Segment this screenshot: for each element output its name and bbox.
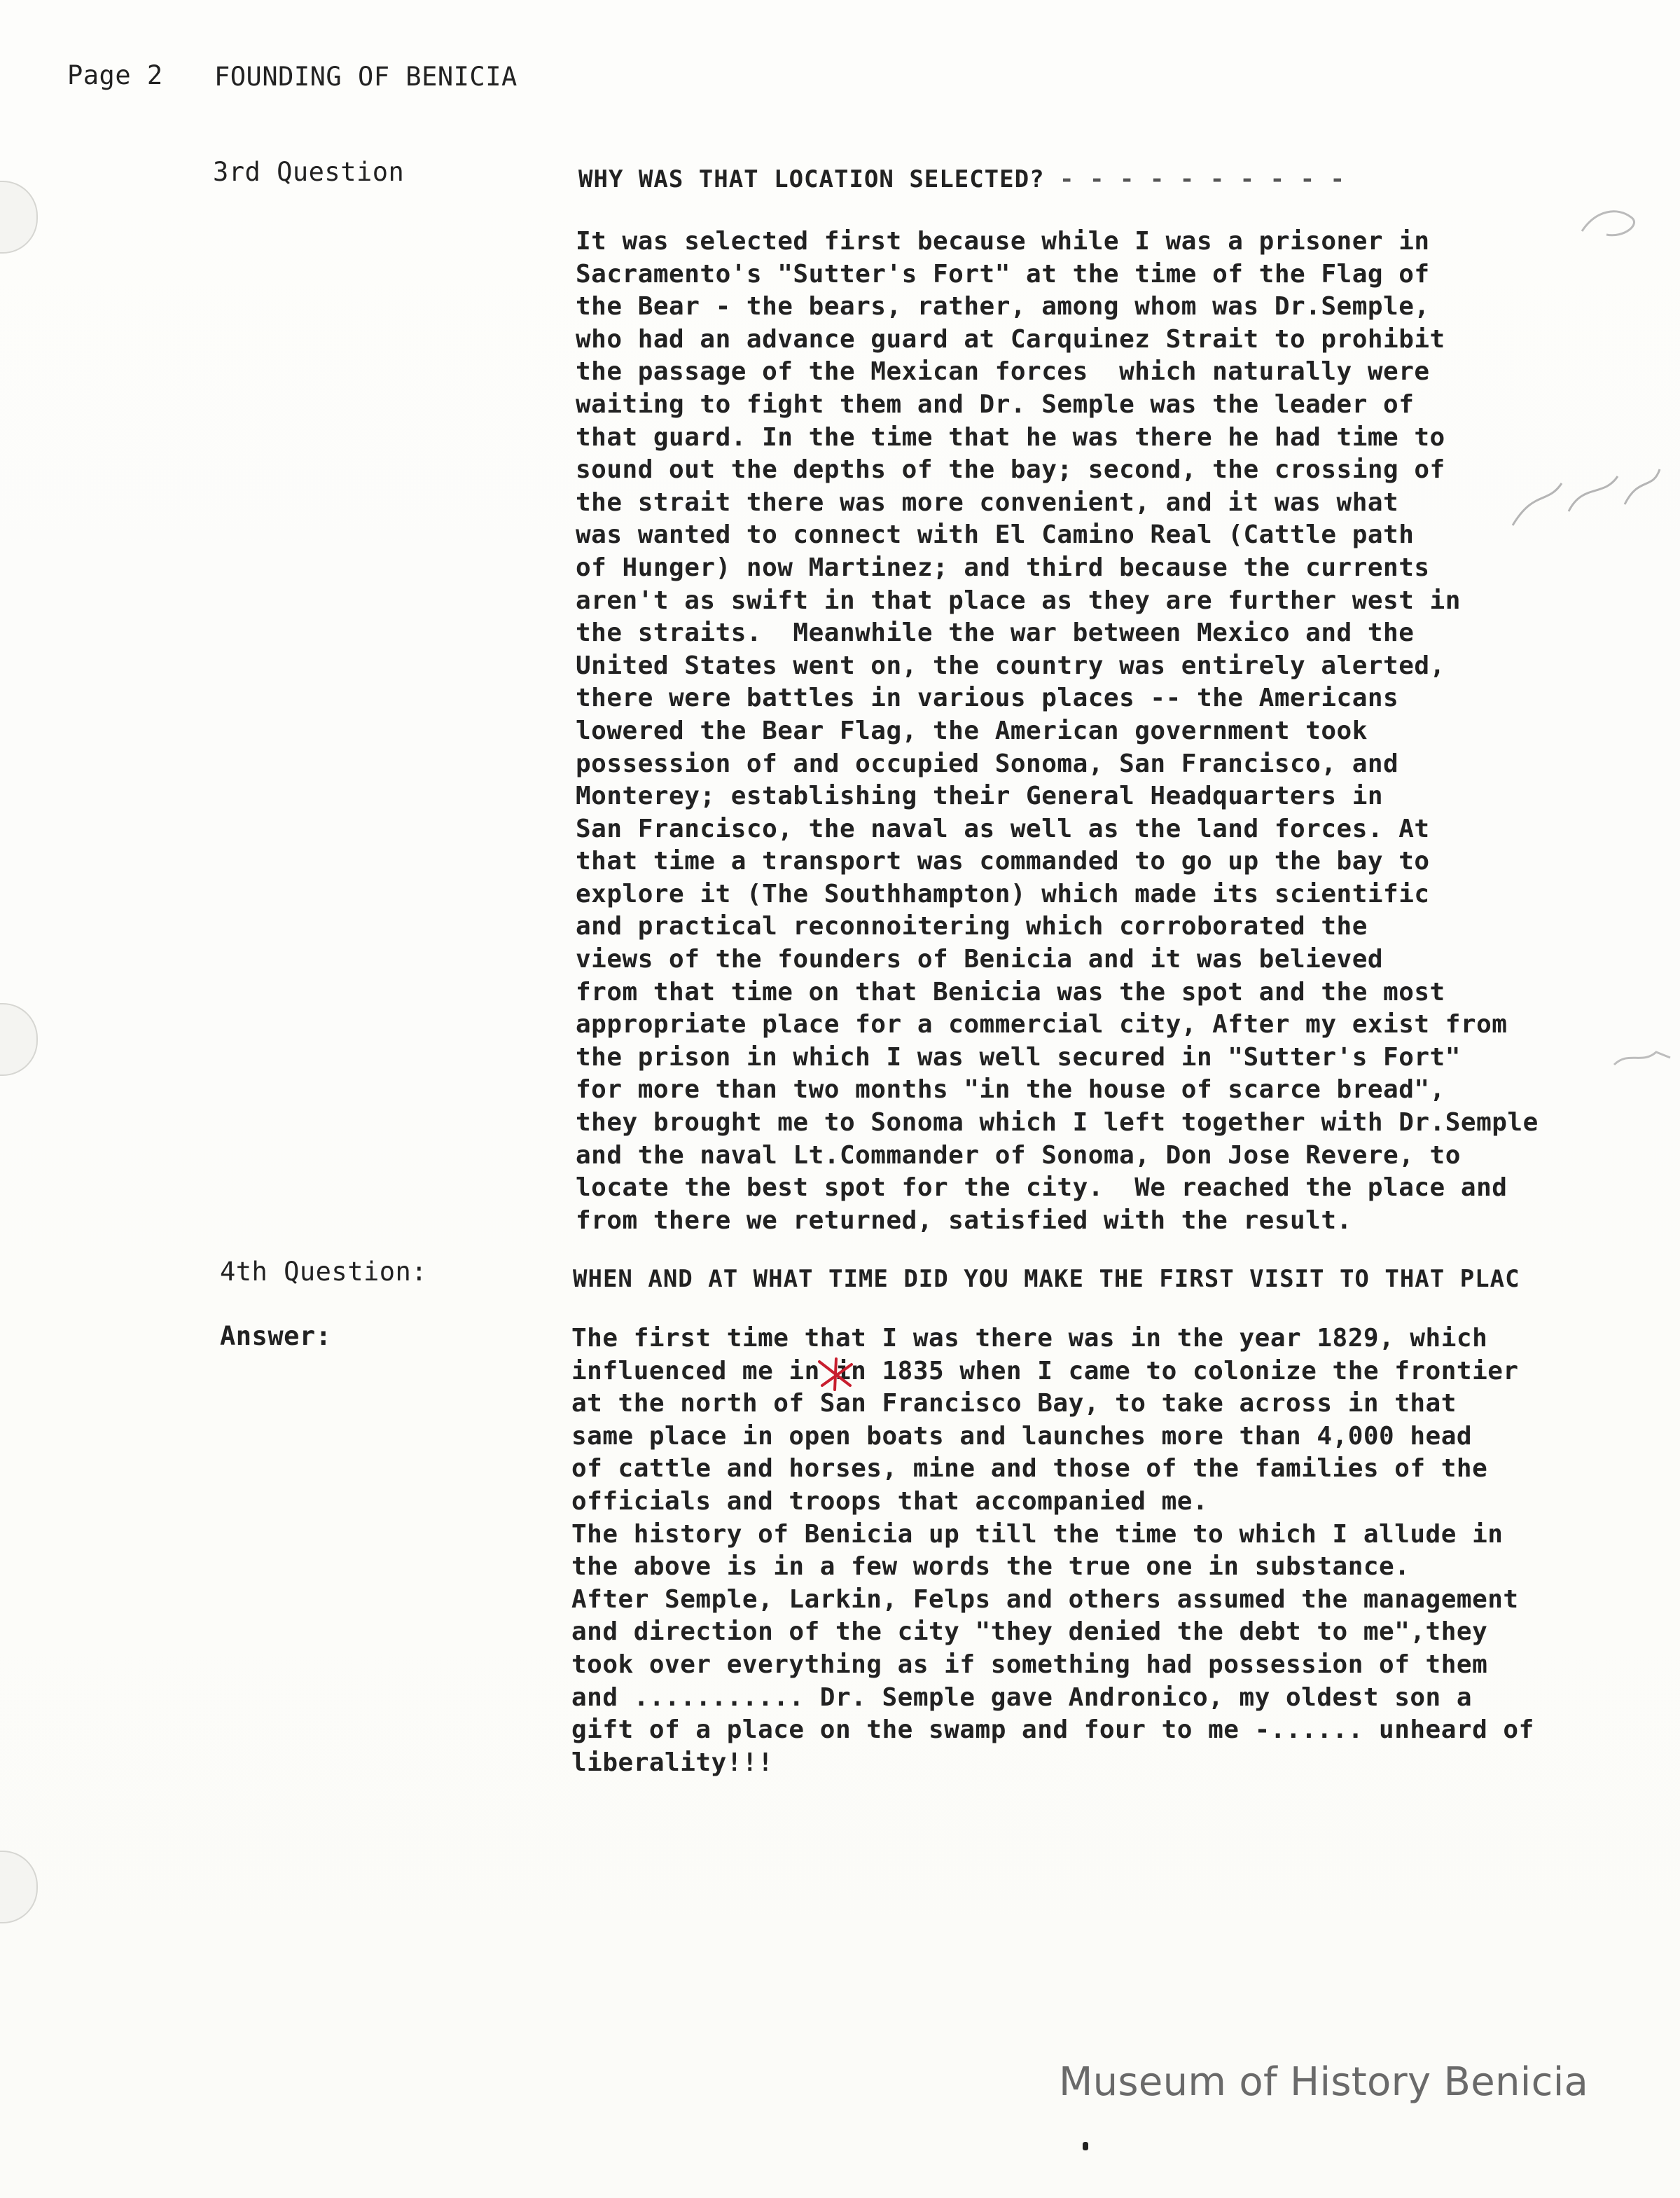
document-title: FOUNDING OF BENICIA — [214, 62, 518, 92]
pencil-mark — [1611, 1044, 1674, 1072]
binder-hole — [0, 181, 38, 254]
pencil-scribble — [1575, 203, 1652, 245]
question-3-answer: It was selected first because while I was a prisoner in Sacramento's "Sutter's Fort" at the time of the Flag of the Bear - the bears, rather, among whom was Dr.Semple, who had an advance guard at Carquinez Strait to prohibit the passage of the Mexican forces which naturally were waiting to fight them and Dr. Semple was the leader of that guard. In the time that he was there he had time to sound out the depths of the bay; second, the crossing of the strait there was more convenient, and it was what was wanted to connect with El Camino Real (Cattle path of Hunger) now Martinez; and third because the currents aren't as swift in that place as they are further west in the straits. Meanwhile the war between Mexico and the United States went on, the country was entirely alerted, there were battles in various places -- the Americans lowered the Bear Flag, the American government took possession of and occupied Sonoma, San Francisco, and Monterey; establishing their General Headquarters in San Francisco, the naval as well as the land forces. At that time a transport was commanded to go up the bay to explore it (The Southhampton) which made its scientific and practical reconnoitering which corroborated the views of the founders of Benicia and it was believed from that time on that Benicia was the spot and the most appropriate place for a commercial city, After my exist from the prison in which I was well secured in "Sutter's Fort" for more than two months "in the house of scarce bread", they brought me to Sonoma which I left together with Dr.Semple and the naval Lt.Commander of Sonoma, Don Jose Revere, to locate the best spot for the city. We reached the place and from there we returned, satisfied with the result. — [576, 227, 1539, 1235]
watermark: Museum of History Benicia — [1059, 2059, 1589, 2105]
question-4-answer: The first time that I was there was in the year 1829, which influenced me in in 1835 when I came to colonize the frontier at the north of San Francisco Bay, to take across in that same place in open boats and launches more than 4,000 head of cattle and horses, mine and those of the families of the officials and troops that accompanied me. The history of Benicia up till the time to which I allude in the above is in a few words the true one in substance. After Semple, Larkin, Felps and others assumed the management and direction of the city "they denied the debt to me",they took over everything as if something had possession of them and ........... Dr. Semple gave Andronico, my oldest son a gift of a place on the swamp and four to me -...... unheard of liberality!!! — [571, 1324, 1534, 1777]
pencil-annotation — [1506, 462, 1667, 546]
binder-hole — [0, 1851, 38, 1923]
page-number: Page 2 — [67, 60, 163, 90]
question-4-label: 4th Question: — [220, 1257, 428, 1287]
question-3-label: 3rd Question — [213, 157, 405, 187]
answer-label: Answer: — [220, 1321, 332, 1351]
question-3-heading — [578, 165, 1345, 193]
red-strike-mark — [815, 1357, 856, 1391]
question-4-heading: WHEN AND AT WHAT TIME DID YOU MAKE THE FIRST VISIT TO THAT PLAC — [573, 1265, 1520, 1293]
ink-dot — [1083, 2142, 1088, 2150]
question-3-heading-text: WHY WAS THAT LOCATION SELECTED? — [578, 165, 1045, 193]
binder-hole — [0, 1003, 38, 1076]
question-3-separator: - - - - - - - - - - — [1060, 165, 1345, 193]
